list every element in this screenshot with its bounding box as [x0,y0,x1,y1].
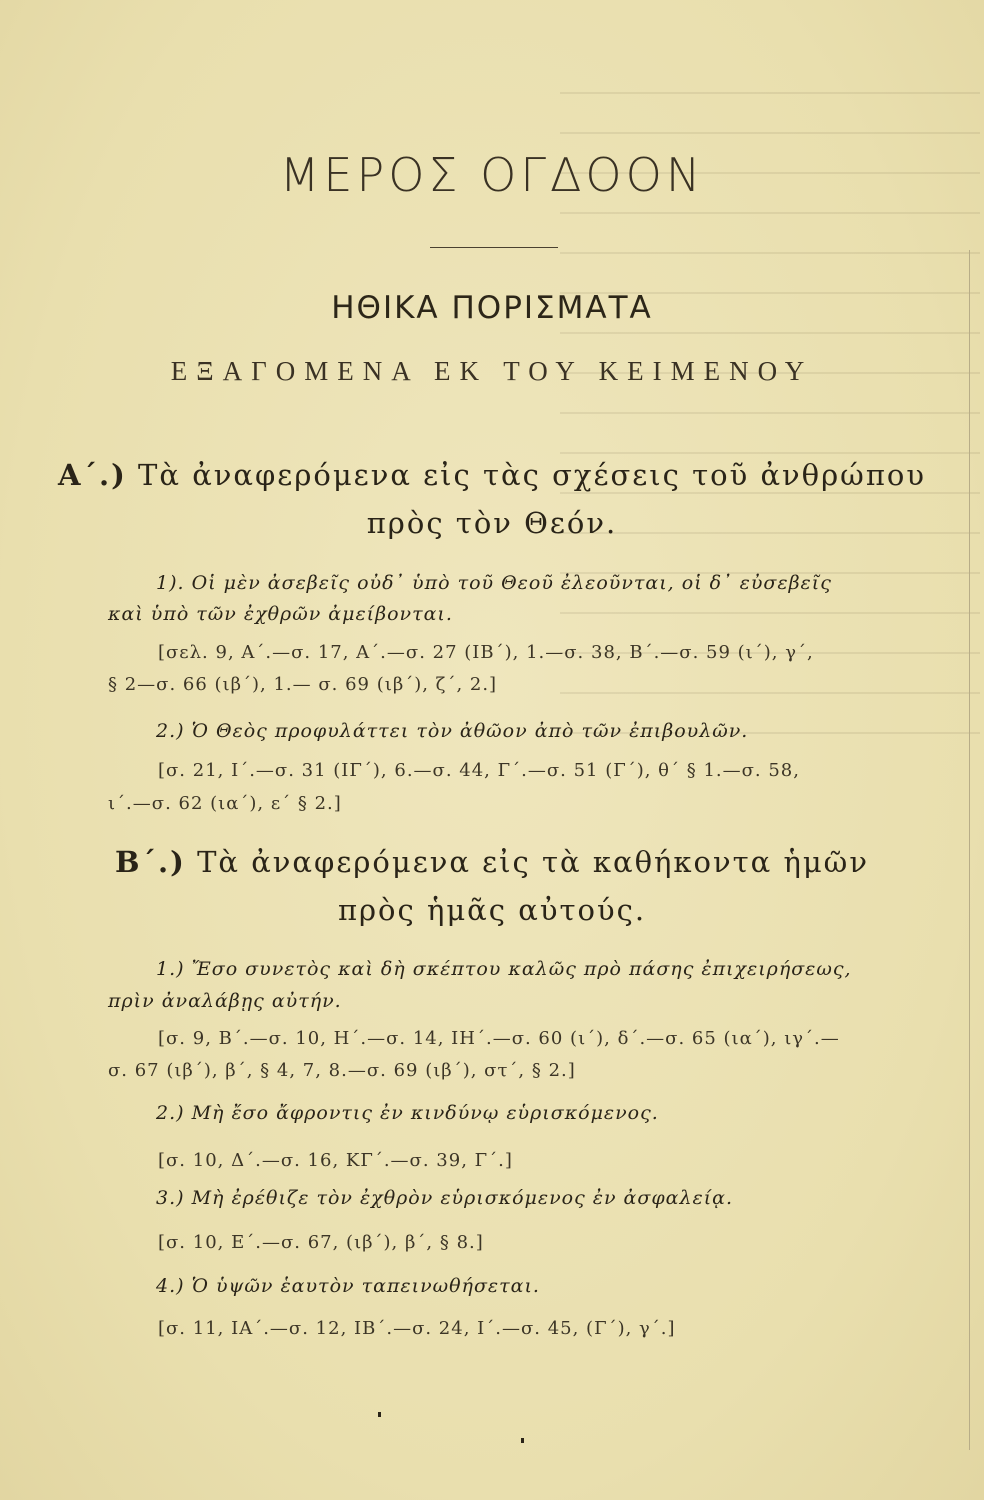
section-b-item2-ref: [σ. 10, Δ΄.—σ. 16, ΚΓ΄.—σ. 39, Γ΄.] [158,1150,513,1171]
section-b-item1-ref: [σ. 9, Β΄.—σ. 10, Η΄.—σ. 14, ΙΗ΄.—σ. 60 (ι΄), δ΄.—σ. 65 (ια΄), ιγ΄.— [158,1028,840,1049]
section-b-item1-ref-cont: σ. 67 (ιβ΄), β΄, § 4, 7, 8.—σ. 69 (ιβ΄), στ΄, § 2.] [108,1060,576,1081]
section-b-item3-text: 3.) Μὴ ἐρέθιζε τὸν ἐχθρὸν εὑρισκόμενος ἐν ἀσφαλείᾳ. [156,1187,734,1209]
part-title: ΜΕΡΟΣ ΟΓΔΟΟΝ [279,148,705,202]
section-b-item3-ref: [σ. 10, Ε΄.—σ. 67, (ιβ΄), β΄, § 8.] [158,1232,484,1253]
section-a-item1-text: 1). Οἱ μὲν ἀσεβεῖς οὐδ᾽ ὑπὸ τοῦ Θεοῦ ἐλεοῦνται, οἱ δ᾽ εὐσεβεῖς [156,572,832,594]
section-b-title-line2: πρὸς ἡμᾶς αὐτούς. [337,893,647,927]
section-a-title-line1: Τὰ ἀναφερόμενα εἰς τὰς σχέσεις τοῦ ἀνθρώπου [138,458,926,492]
section-b-heading [0,845,984,879]
section-a-letter: Α΄.) [58,458,127,492]
section-a-item2-text: 2.) Ὁ Θεὸς προφυλάττει τὸν ἀθῶον ἀπὸ τῶν ἐπιβουλῶν. [156,720,749,742]
section-a-title-line2: πρὸς τὸν Θεόν. [366,506,618,540]
section-b-item2-text: 2.) Μὴ ἔσο ἄφροντις ἐν κινδύνῳ εὑρισκόμενος. [156,1102,659,1124]
section-a-item1-ref-cont: § 2—σ. 66 (ιβ΄), 1.— σ. 69 (ιβ΄), ζ΄, 2.] [108,674,498,695]
heading: ΗΘΙΚΑ ΠΟΡΙΣΜΑΤΑ [331,290,653,326]
ink-mark [378,1412,381,1417]
section-b-letter: Β΄.) [115,845,186,879]
subheading: ΕΞΑΓΟΜΕΝΑ ΕΚ ΤΟΥ ΚΕΙΜΕΝΟΥ [170,356,814,386]
section-a-item1-ref: [σελ. 9, Α΄.—σ. 17, Α΄.—σ. 27 (ΙΒ΄), 1.—σ. 38, Β΄.—σ. 59 (ι΄), γ΄, [158,642,814,663]
section-a-item2-ref-cont: ι΄.—σ. 62 (ια΄), ε΄ § 2.] [108,793,342,814]
section-b-title-line1: Τὰ ἀναφερόμενα εἰς τὰ καθήκοντα ἡμῶν [197,845,869,879]
ink-mark [521,1438,524,1443]
section-b-item1-text-cont: πρὶν ἀναλάβῃς αὐτήν. [108,990,342,1012]
section-a-heading [0,458,984,492]
section-a-item2-ref: [σ. 21, Ι΄.—σ. 31 (ΙΓ΄), 6.—σ. 44, Γ΄.—σ. 51 (Γ΄), θ΄ § 1.—σ. 58, [158,760,800,781]
section-a-item1-text-cont: καὶ ὑπὸ τῶν ἐχθρῶν ἀμείβονται. [108,603,453,625]
title-rule [430,247,558,248]
section-b-item1-text: 1.) Ἔσο συνετὸς καὶ δὴ σκέπτου καλῶς πρὸ πάσης ἐπιχειρήσεως, [156,958,852,980]
section-b-item4-text: 4.) Ὁ ὑψῶν ἑαυτὸν ταπεινωθήσεται. [156,1275,540,1297]
section-b-item4-ref: [σ. 11, ΙΑ΄.—σ. 12, ΙΒ΄.—σ. 24, Ι΄.—σ. 45, (Γ΄), γ΄.] [158,1318,676,1339]
